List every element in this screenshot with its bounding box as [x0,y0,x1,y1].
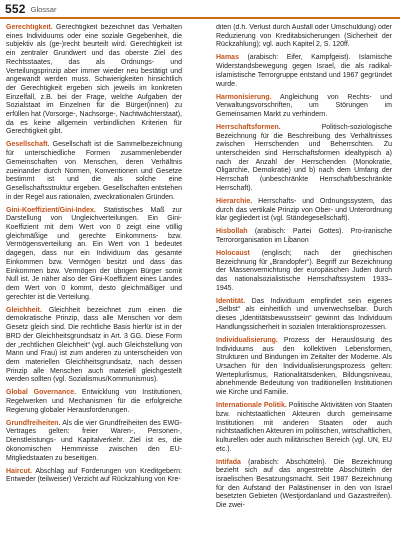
glossary-column-left [6,24,182,552]
glossary-entry [6,24,182,137]
entry-text: Statistisches Maß zur Darstellung von Ungleichverteilungen. Ein Gini-Koeffizient mit dem Wert von 0 zeigt eine völlig gleichmäßige und gerechte Einkommens- bzw. Vermögensverteilung an. Ein Wert von 1 bedeutet dagegen, dass nur ein Individuum das gesamte Einkommen bzw. Vermögen besitzt und dass das Einkommen bzw. Vermögen der übrigen Bürger somit Null ist. Je näher also der Gini-Koeffizient eines Landes dem Wert von 0 kommt, desto gleichmäßiger und gerechter ist die Verteilung. [6,206,182,301]
glossary-entry [6,420,182,464]
entry-text: Als die vier Grundfreiheiten des EWG-Vertrages gelten: freier Waren-, Personen-, Dienstleistungs- und Kapitalverkehr. Ziel ist es, die ökonomischen Hemmnisse zwischen den EU-Mitgliedstaaten zu beseitigen. [6,419,182,462]
entry-term: Holocaust [216,249,250,257]
glossary-entry [216,124,392,194]
glossary-entry [216,337,392,398]
entry-term: Hamas [216,54,239,62]
glossary-column-right [216,24,392,552]
glossary-entry [6,141,182,202]
entry-text: Entwicklung von Institutionen, Regelwerken und Mechanismen für die erfolgreiche Regierung globaler Herausforderungen. [6,389,182,414]
glossary-entry [6,389,182,415]
entry-text: Gleichheit bezeichnet zum einen die demokratische Prinzip, dass alle Menschen vor dem Gesetz gleich sind. Die rechtliche Basis hierfür ist in der BRD der Gleichheitsgrundsatz in Art. 3 GG. Diese Form der „rechtlichen Gleichheit“ (vgl. auch Gleichstellung von Mann und Frau) ist zum anderen zu unterscheiden von dem materiellen Gleichheitsgrundsatz, nach dessen Prinzip alle Menschen auch materiell gleichgestellt werden sollten (vgl. Sozialismus/Kommunismus). [6,306,182,384]
entry-text: Abschlag auf Forderungen von Kreditgebern: Entweder (teilweiser) Verzicht auf Rückzahlung von Kre- [6,467,182,484]
entry-text: Prozess der Herauslösung des Individuums aus den kollektiven Lebensformen, Strukturen und Bindungen im Zeitalter der Moderne. Als Ursachen für den Individualisierungsprozess gelten: Werteplurlismus, Rationalitätsdenken, Bildungsniveau, abnehmende Bedeutung von traditionellen Institutionen wie Kirche und Familie. [216,336,392,397]
entry-term: Intifada [216,458,241,466]
page-header [5,2,56,16]
glossary-entry [6,468,182,485]
entry-term: Gesellschaft. [6,141,50,149]
entry-text: (arabisch: Abschütteln). Die Bezeichnung bezieht sich auf das angestrebte Abschütteln der israelischen Besatzungsmacht. Seit 1987 Bezeichnung für den Aufstand der Palästinenser in den von Israel besetzten Gebieten (Westjordanland und Gazastreifen). Die zwei- [216,458,392,510]
glossary-entry [216,54,392,89]
glossary-entry [216,250,392,294]
entry-text: Gerechtigkeit bezeichnet das Verhalten eines Individuums oder eine soziale Gegebenheit, die subjektiv als (ge-)recht beurteilt wird. Gerechtigkeit ist ein zentraler Grundwert und das oberste Ziel des Rechtsstaates, das als Ordnungs- und Verteilungsprinzip aber immer wieder neu bestätigt und angewandt werden muss. Schwierigkeiten hinsichtlich der Gerechtigkeit ergeben sich jeweils im konkreten Einzelfall, z.B. bei der Frage, welche Aufgaben der Sozialstaat im Einzelnen für die Bürger(innen) zu erfüllen hat (Vorsorge-, Nachsorge-, Nachtwächterstaat), da es keine allgemein verbindlichen Kriterien für Gerechtigkeit gibt. [6,24,182,136]
glossary-entry [216,298,392,333]
entry-term: Gini-Koeffizient/Gini-Index. [6,206,96,214]
entry-term: Global Governance. [6,389,77,397]
entry-term: Harmonisierung. [216,93,272,101]
header-rule [0,17,400,19]
entry-term: Identität. [216,297,246,305]
glossary-entry [216,402,392,454]
entry-text: Politisch-soziologische Bezeichnung für die Beschreibung des Verhältnisses zwischen Herrschenden und Beherrschten. Zu unterscheiden sind Herrschaftsformen idealtypisch a) nach der Anzahl der Herrschenden (Monokratie, Oligarchie, Demokratie) und b) nach dem Umfang der Herrschaft (unbeschränkte Herrschaft/beschränkte Herrschaft). [216,123,392,192]
entry-text: diten (d.h. Verlust durch Ausfall oder Umschuldung) oder Reduzierung von Kreditabsicherungen (Sicherheit der Rückzahlung); vgl. auch Kapitel 2, S. 120ff. [216,24,392,49]
page-number: 552 [5,2,26,16]
entry-text: Herrschafts- und Ordnungssystem, das durch das vertikale Prinzip von Ober- und Unterordnung klar gegliedert ist (vgl. Ständegesellschaft). [216,197,392,223]
entry-term: Internationale Politik. [216,402,287,410]
entry-term: Individualisierung. [216,336,278,344]
glossary-entry [6,207,182,303]
entry-term: Hisbollah [216,228,248,236]
entry-text: (englisch; nach der griechischen Bezeichnung für „Brandopfer“). Begriff zur Bezeichnung der Massenvernichtung der europäischen Juden durch das nationalsozialistische Herrschaftssystem 1933–1945. [216,249,392,292]
glossary-entry [6,307,182,385]
glossary-entry [216,94,392,120]
entry-text: Angleichung von Rechts- und Verwaltungsvorschriften, um Störungen im Gemeinsamen Markt zu verhindern. [216,93,392,118]
glossary-entry [216,228,392,245]
glossary-entry [216,459,392,511]
glossary-entry [216,198,392,224]
entry-text: Politische Aktivitäten von Staaten bzw. nichtstaatlichen Akteuren durch gemeinsame Institutionen mit anderen Staaten oder auch nichtstaatlichen Akteuren im politischen, wirtschaftlichen, kulturellen oder auch militärischen Bereich (vgl. UN, EU etc.). [216,402,392,453]
entry-term: Herrschaftsformen. [216,123,281,131]
glossary-entry [216,24,392,50]
entry-term: Gerechtigkeit. [6,24,53,31]
entry-term: Haircut. [6,467,33,475]
entry-text: (arabisch: Partei Gottes). Pro-iranische Terrororganisation im Libanon [216,228,392,244]
entry-term: Gleichheit. [6,306,42,314]
entry-term: Hierarchie. [216,197,253,205]
entry-text: Das Individuum empfindet sein eigenes „Selbst“ als einheitlich und unverwechselbar. Durch dieses „Identitätsbewusstsein“ gewinnt das Individuum Handlungssicherheit in sozialen Interaktionsprozessen. [216,297,392,331]
entry-text: Gesellschaft ist die Sammelbezeichnung für unterschiedliche Formen zusammenlebender Gemeinschaften von Menschen, deren Verhältnis zueinander durch Normen, Konventionen und Gesetze bestimmt ist und die als solche eine Gesellschaftsstruktur ergeben. Gesellschaften entstehen in der Regel aus rationalen, zweckrationalen Gründen. [6,141,182,201]
entry-term: Grundfreiheiten. [6,419,61,427]
section-title: Glossar [30,4,57,14]
entry-text: (arabisch: Eifer, Kampfgeist). Islamische Widerstandsbewegung gegen Israel, die als radikal-islamistische Terrorgruppe entstand und 1967 gegründet wurde. [216,54,392,88]
